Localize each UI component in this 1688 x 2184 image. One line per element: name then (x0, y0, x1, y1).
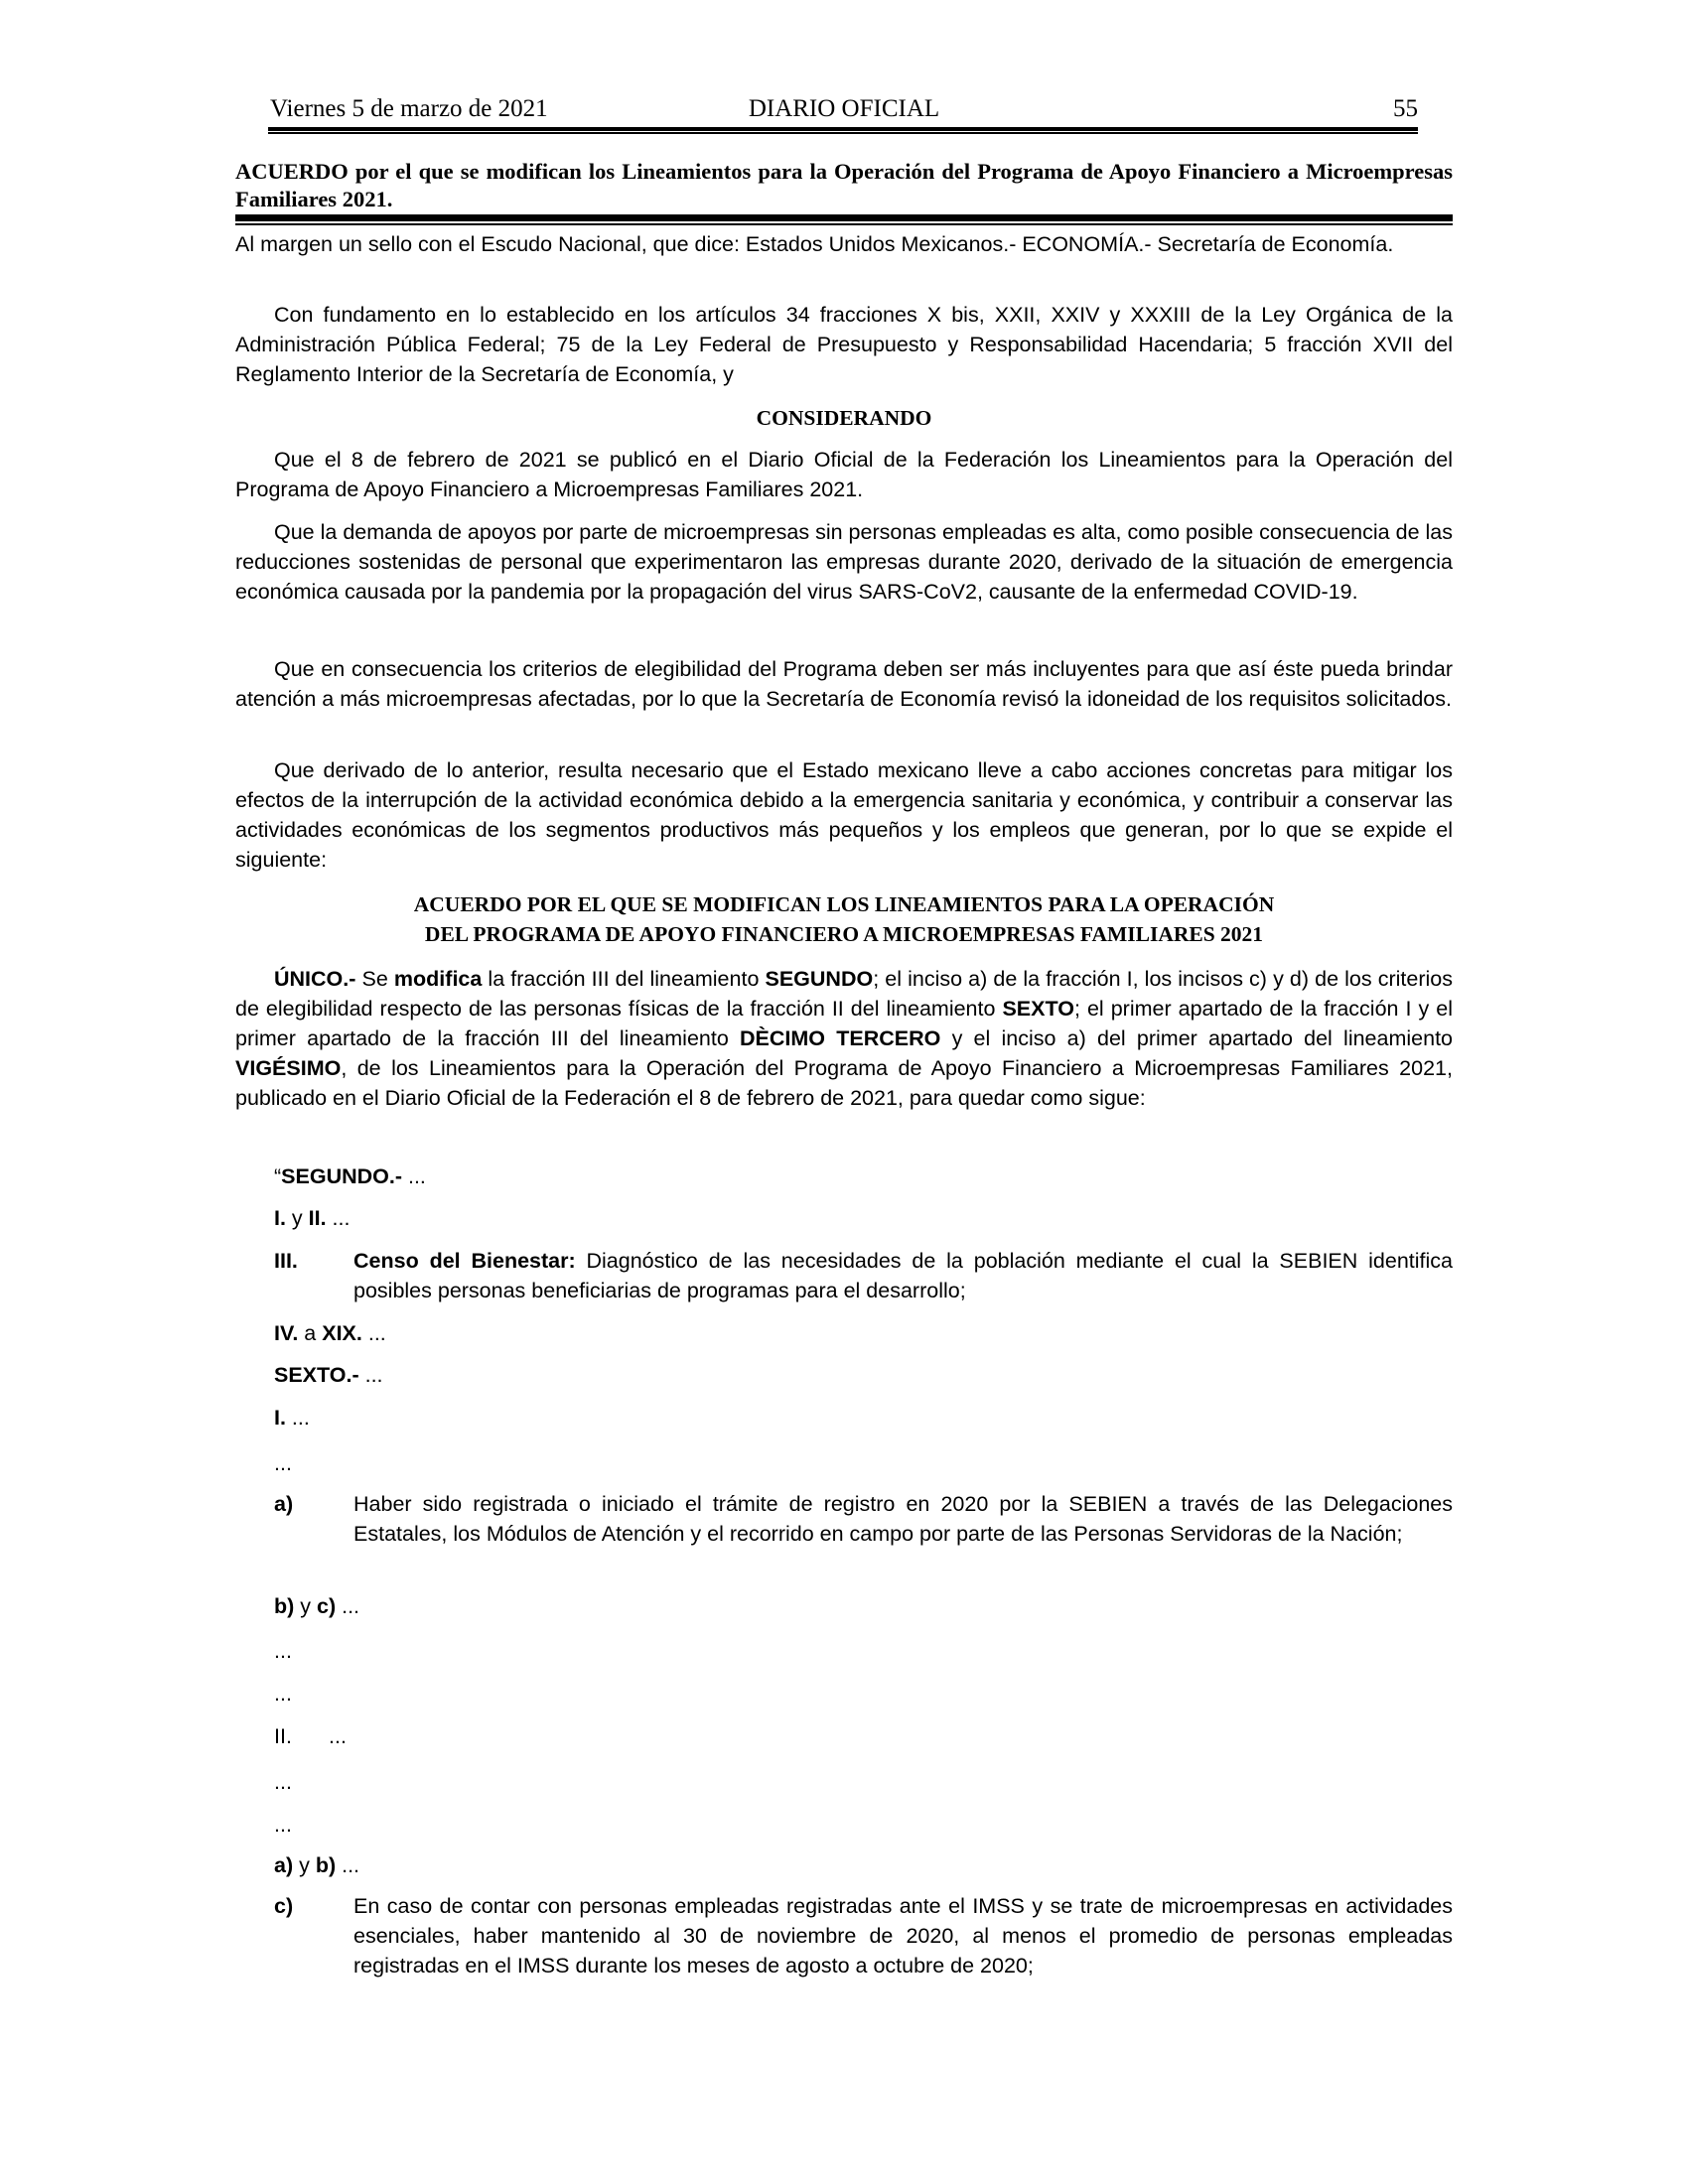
unico-text: y el inciso a) del primer apartado del lineamiento (940, 1026, 1453, 1050)
ellipsis: ... (402, 1164, 426, 1188)
unico-bold: VIGÉSIMO (235, 1056, 342, 1080)
considerando-paragraph: Que en consecuencia los criterios de elegibilidad del Programa deben ser más incluyentes para que así éste pueda brindar atención a más microempresas afectadas, por lo que la Secretaría de Economía revisó la idoneidad de los requisitos solicitados. (235, 657, 1453, 711)
roman-label: XIX. (322, 1321, 362, 1345)
unico-label: ÚNICO.- (274, 967, 356, 991)
inciso-label: a) (274, 1853, 294, 1877)
unico-text: la fracción III del lineamiento (482, 967, 766, 991)
ellipsis-line: ... (274, 1813, 292, 1837)
sexto-label: SEXTO.- (274, 1363, 359, 1387)
ellipsis: ... (336, 1853, 360, 1877)
ellipsis-line: ... (274, 1682, 292, 1706)
unico-bold: SEXTO (1002, 997, 1074, 1021)
considerando-paragraph: Que derivado de lo anterior, resulta necesario que el Estado mexicano lleve a cabo acciones concretas para mitigar los efectos de la interrupción de la actividad económica debido a la emergencia sanitaria y económica, y contribuir a conservar las actividades económicas de los segmentos productivos más pequeños y los empleos que generan, por lo que se expide el siguiente: (235, 758, 1453, 872)
unico-bold: modifica (393, 967, 483, 991)
sexto-line (274, 1360, 383, 1390)
ellipsis: ... (358, 1363, 383, 1387)
roman-label: II. (308, 1206, 327, 1230)
header-publication: DIARIO OFICIAL (748, 95, 940, 122)
roman-label: I. (274, 1406, 286, 1430)
iii-term: Censo del Bienestar: (353, 1249, 576, 1273)
iii-definition: Diagnóstico de las necesidades de la población mediante el cual la SEBIEN identifica posibles personas beneficiarias de programas para el desarrollo; (353, 1249, 1453, 1302)
ellipsis-line: ... (274, 1770, 292, 1794)
i-y-ii-line (274, 1203, 350, 1233)
unico-text: ; el inciso a) de la fracción I, los incisos c) y d) de los criterios de elegibilidad respecto de las personas físicas de la fracción II del lineamiento (235, 967, 1453, 1021)
ellipsis-line: ... (274, 1639, 292, 1663)
considerando-paragraph: Que la demanda de apoyos por parte de microempresas sin personas empleadas es alta, como posible consecuencia de las reducciones sostenidas de personal que experimentaron las empresas durante 2020, derivado de la situación de emergencia económica causada por la pandemia por la propagación del virus SARS-CoV2, causante de la enfermedad COVID-19. (235, 520, 1453, 604)
seal-paragraph: Al margen un sello con el Escudo Nacional, que dice: Estados Unidos Mexicanos.- ECONOMÍA.- Secretaría de Economía. (235, 232, 1394, 256)
legal-basis-paragraph: Con fundamento en lo establecido en los artículos 34 fracciones X bis, XXII, XXIV y XXXIII de la Ley Orgánica de la Administración Pública Federal; 75 de la Ley Federal de Presupuesto y Responsabilidad Hacendaria; 5 fracción XVII del Reglamento Interior de la Secretaría de Economía, y (235, 303, 1453, 386)
roman-label: IV. (274, 1321, 299, 1345)
b-y-c-line (274, 1591, 359, 1621)
unico-text: , de los Lineamientos para la Operación del Programa de Apoyo Financiero a Microempresas Familiares 2021, publicado en el Diario Oficial de la Federación el 8 de febrero de 2021, para quedar como sigue: (235, 1056, 1453, 1110)
segundo-label: SEGUNDO.- (281, 1164, 403, 1188)
ellipsis: ... (326, 1206, 351, 1230)
considerando-paragraph: Que el 8 de febrero de 2021 se publicó en el Diario Oficial de la Federación los Lineamientos para la Operación del Programa de Apoyo Financiero a Microempresas Familiares 2021. (235, 448, 1453, 501)
ellipsis: ... (361, 1321, 386, 1345)
a-y-b-line (274, 1850, 359, 1880)
header-date: Viernes 5 de marzo de 2021 (270, 95, 548, 122)
ii-label: II. (274, 1724, 292, 1748)
acuerdo-heading-line2: DEL PROGRAMA DE APOYO FINANCIERO A MICROEMPRESAS FAMILIARES 2021 (424, 922, 1264, 946)
iii-label: III. (274, 1249, 298, 1273)
unico-bold: SEGUNDO (765, 967, 874, 991)
connector: y (293, 1853, 316, 1877)
unico-paragraph (235, 964, 1453, 1113)
inciso-a-text: Haber sido registrada o iniciado el trámite de registro en 2020 por la SEBIEN a través de las Delegaciones Estatales, los Módulos de Atención y el recorrido en campo por parte de las Personas Servidoras de la Nación; (353, 1492, 1453, 1546)
ellipsis: ... (336, 1594, 360, 1618)
title-rule (235, 214, 1453, 225)
document-title: ACUERDO por el que se modifican los Lineamientos para la Operación del Programa de Apoyo Financiero a Microempresas Familiares 2021. (235, 159, 1453, 211)
roman-label: I. (274, 1206, 286, 1230)
connector: y (294, 1594, 317, 1618)
ellipsis: ... (285, 1406, 310, 1430)
ellipsis-line: ... (274, 1451, 292, 1475)
inciso-c-text: En caso de contar con personas empleadas registradas ante el IMSS y se trate de microempresas en actividades esenciales, haber mantenido al 30 de noviembre de 2020, al menos el promedio de personas empleadas registradas en el IMSS durante los meses de agosto a octubre de 2020; (353, 1894, 1453, 1978)
connector: y (285, 1206, 309, 1230)
considerando-heading: CONSIDERANDO (756, 406, 932, 430)
inciso-label: b) (274, 1594, 295, 1618)
sexto-i-line (274, 1403, 310, 1433)
connector: a (298, 1321, 323, 1345)
ellipsis: ... (329, 1724, 347, 1748)
segundo-line (274, 1161, 426, 1191)
iv-a-xix-line (274, 1318, 386, 1348)
unico-text: Se (355, 967, 394, 991)
acuerdo-heading-line1: ACUERDO POR EL QUE SE MODIFICAN LOS LINEAMIENTOS PARA LA OPERACIÓN (413, 892, 1275, 916)
iii-text (353, 1246, 1453, 1305)
inciso-c-label: c) (274, 1894, 294, 1918)
unico-bold: DÈCIMO TERCERO (740, 1026, 941, 1050)
header-page-number: 55 (1393, 95, 1418, 122)
inciso-label: c) (317, 1594, 337, 1618)
open-quote: “ (274, 1164, 282, 1188)
unico-text: ; el primer apartado de la fracción I y el primer apartado de la fracción III del lineamiento (235, 997, 1453, 1050)
inciso-a-label: a) (274, 1492, 294, 1516)
header-rule (268, 127, 1418, 134)
inciso-label: b) (315, 1853, 337, 1877)
